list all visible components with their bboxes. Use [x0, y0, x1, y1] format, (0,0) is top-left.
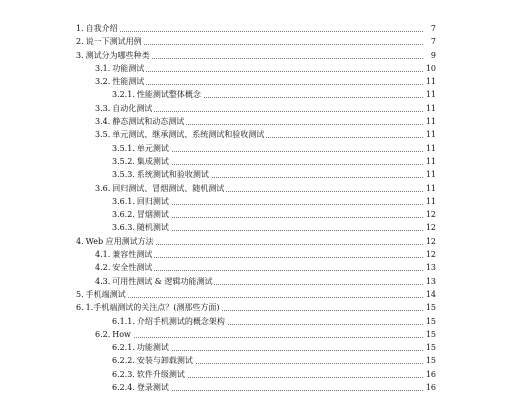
toc-number: 3.: [76, 50, 84, 60]
toc-title: 安装与卸载测试: [136, 356, 193, 366]
toc-entry-text: [76, 235, 156, 248]
toc-number: 6.2.: [95, 329, 111, 339]
toc-entry-text: [112, 142, 171, 155]
toc-title: 功能测试: [136, 343, 169, 353]
toc-title: 安全性测试: [112, 263, 153, 273]
toc-title: 软件升级测试: [136, 369, 185, 379]
toc-page-number: 11: [423, 102, 436, 115]
toc-entry[interactable]: [0, 288, 511, 301]
toc-entry-text: [95, 182, 226, 195]
toc-page-number: 10: [423, 62, 436, 75]
toc-entry[interactable]: [0, 248, 511, 261]
toc-page-number: 12: [423, 248, 436, 261]
toc-title: 随机测试: [136, 223, 169, 233]
toc-entry-text: [95, 62, 146, 75]
toc-entry-text: [112, 381, 171, 394]
toc-title: 自我介绍: [85, 24, 118, 33]
toc-entry[interactable]: [0, 168, 511, 181]
toc-entry-text: [112, 88, 203, 101]
toc-entry-text: [76, 288, 128, 301]
toc-title: 回归测试、冒烟测试、随机测试: [112, 183, 225, 193]
toc-entry-text: [95, 275, 214, 288]
toc-number: 1.: [76, 24, 84, 33]
toc-entry-text: [76, 22, 120, 35]
toc-entry[interactable]: [0, 235, 511, 248]
toc-entry[interactable]: [0, 315, 511, 328]
toc-entry[interactable]: [0, 49, 511, 62]
toc-number: 3.6.2.: [112, 210, 135, 220]
toc-entry[interactable]: [0, 62, 511, 75]
toc-page-number: 7: [423, 22, 436, 35]
toc-entry-text: [112, 221, 171, 234]
toc-entry-text: [95, 128, 266, 141]
toc-page-number: 12: [423, 235, 436, 248]
toc-page-number: 11: [423, 88, 436, 101]
toc-entry-text: [112, 155, 171, 168]
toc-number: 3.3.: [95, 103, 111, 113]
toc-title: 手机端测试: [85, 289, 126, 299]
toc-page-number: 15: [423, 301, 436, 314]
toc-number: 2.: [76, 37, 84, 47]
toc-title: 冒烟测试: [136, 210, 169, 220]
toc-title: 可用性测试 & 逻辑功能测试: [112, 276, 213, 286]
toc-title: 集成测试: [136, 156, 169, 166]
toc-number: 3.4.: [95, 117, 111, 127]
toc-number: 3.2.1.: [112, 90, 135, 100]
toc-title: 介绍手机测试的概念架构: [136, 316, 225, 326]
toc-entry[interactable]: [0, 381, 511, 394]
toc-page-number: 11: [423, 155, 436, 168]
toc-entry-text: [112, 354, 195, 367]
toc-title: Web 应用测试方法: [85, 236, 154, 246]
toc-entry[interactable]: [0, 208, 511, 221]
toc-entry-text: [112, 368, 187, 381]
toc-title: 性能测试: [112, 77, 145, 87]
toc-page-number: 11: [423, 168, 436, 181]
toc-title: 回归测试: [136, 196, 169, 206]
toc-page-number: 13: [423, 261, 436, 274]
toc-page-number: 16: [423, 381, 436, 394]
toc-page-number: 14: [423, 288, 436, 301]
toc-entry-text: [112, 195, 171, 208]
toc-number: 3.6.1.: [112, 196, 135, 206]
toc-number: 3.5.: [95, 130, 111, 140]
toc-page-number: 12: [423, 221, 436, 234]
toc-page-number: 11: [423, 115, 436, 128]
toc-entry-text: [95, 115, 186, 128]
toc-page-number: 15: [423, 341, 436, 354]
toc-entry[interactable]: [0, 341, 511, 354]
toc-number: 4.2.: [95, 263, 111, 273]
toc-entry-text: [95, 248, 154, 261]
toc-entry-text: [112, 315, 227, 328]
toc-number: 3.5.3.: [112, 170, 135, 180]
toc-entry[interactable]: [0, 142, 511, 155]
toc-entry[interactable]: [0, 275, 511, 288]
toc-entry[interactable]: [0, 88, 511, 101]
toc-entry-text: [76, 301, 222, 314]
toc-entry-text: [95, 261, 154, 274]
toc-leader-dots: [76, 288, 423, 298]
toc-page-number: 11: [423, 142, 436, 155]
toc-entry[interactable]: [0, 261, 511, 274]
toc-entry[interactable]: [0, 102, 511, 115]
toc-page-number: 11: [423, 182, 436, 195]
toc-number: 3.6.3.: [112, 223, 135, 233]
toc-entry[interactable]: [0, 35, 511, 48]
toc-page-number: 16: [423, 368, 436, 381]
toc-entry[interactable]: [0, 328, 511, 341]
toc-title: 系统测试和验收测试: [136, 170, 209, 180]
toc-title: 登录测试: [136, 383, 169, 393]
toc-number: 3.5.2.: [112, 156, 135, 166]
toc-page-number: 15: [423, 354, 436, 367]
toc-title: 测试分为哪些种类: [85, 50, 150, 60]
toc-title: 兼容性测试: [112, 250, 153, 260]
toc-entry[interactable]: [0, 195, 511, 208]
toc-page-number: 9: [423, 49, 436, 62]
toc-number: 6.2.4.: [112, 383, 135, 393]
toc-entry[interactable]: [0, 115, 511, 128]
toc-title: 说一下测试用例: [85, 37, 142, 47]
toc-entry[interactable]: [0, 128, 511, 141]
toc-title: How: [112, 329, 131, 339]
toc-entry-text: [112, 168, 211, 181]
toc-entry-text: [95, 328, 133, 341]
toc-entry-text: [112, 341, 171, 354]
toc-title: 静态测试和动态测试: [112, 117, 185, 127]
toc-number: 3.1.: [95, 63, 111, 73]
toc-number: 6.2.1.: [112, 343, 135, 353]
toc-entry-text: [76, 49, 152, 62]
toc-leader-dots: [76, 22, 423, 32]
toc-number: 6.1.1.: [112, 316, 135, 326]
toc-page-number: 11: [423, 128, 436, 141]
toc-entry[interactable]: [0, 75, 511, 88]
toc-entry[interactable]: [0, 182, 511, 195]
toc-page-number: 15: [423, 328, 436, 341]
toc-page-number: 11: [423, 195, 436, 208]
toc-title: 功能测试: [112, 63, 145, 73]
toc-entry[interactable]: [0, 22, 511, 35]
toc-number: 6.2.2.: [112, 356, 135, 366]
toc-number: 3.6.: [95, 183, 111, 193]
toc-number: 4.1.: [95, 250, 111, 260]
toc-page-number: 13: [423, 275, 436, 288]
toc-title: 单元测试: [136, 143, 169, 153]
toc-title: 性能测试整体概念: [136, 90, 201, 100]
toc-entry[interactable]: [0, 221, 511, 234]
toc-page-number: 11: [423, 75, 436, 88]
toc-leader-dots: [95, 328, 423, 338]
toc-title: 单元测试、继承测试、系统测试和验收测试: [112, 130, 265, 140]
toc-number: 5.: [76, 289, 84, 299]
toc-number: 3.2.: [95, 77, 111, 87]
toc-entry-text: [95, 75, 146, 88]
table-of-contents: [0, 22, 511, 394]
toc-entry-text: [112, 208, 171, 221]
toc-entry[interactable]: [0, 354, 511, 367]
toc-entry-text: [95, 102, 154, 115]
toc-number: 6.: [76, 303, 84, 313]
toc-entry[interactable]: [0, 155, 511, 168]
toc-entry[interactable]: [0, 368, 511, 381]
toc-entry-text: [76, 35, 144, 48]
toc-entry[interactable]: [0, 301, 511, 314]
toc-number: 6.2.3.: [112, 369, 135, 379]
toc-title: 1.手机端测试的关注点？(测那些方面): [85, 303, 220, 313]
toc-number: 3.5.1.: [112, 143, 135, 153]
toc-page-number: 12: [423, 208, 436, 221]
toc-number: 4.: [76, 236, 84, 246]
toc-page-number: 15: [423, 315, 436, 328]
toc-number: 4.3.: [95, 276, 111, 286]
toc-title: 自动化测试: [112, 103, 153, 113]
toc-page-number: 7: [423, 35, 436, 48]
